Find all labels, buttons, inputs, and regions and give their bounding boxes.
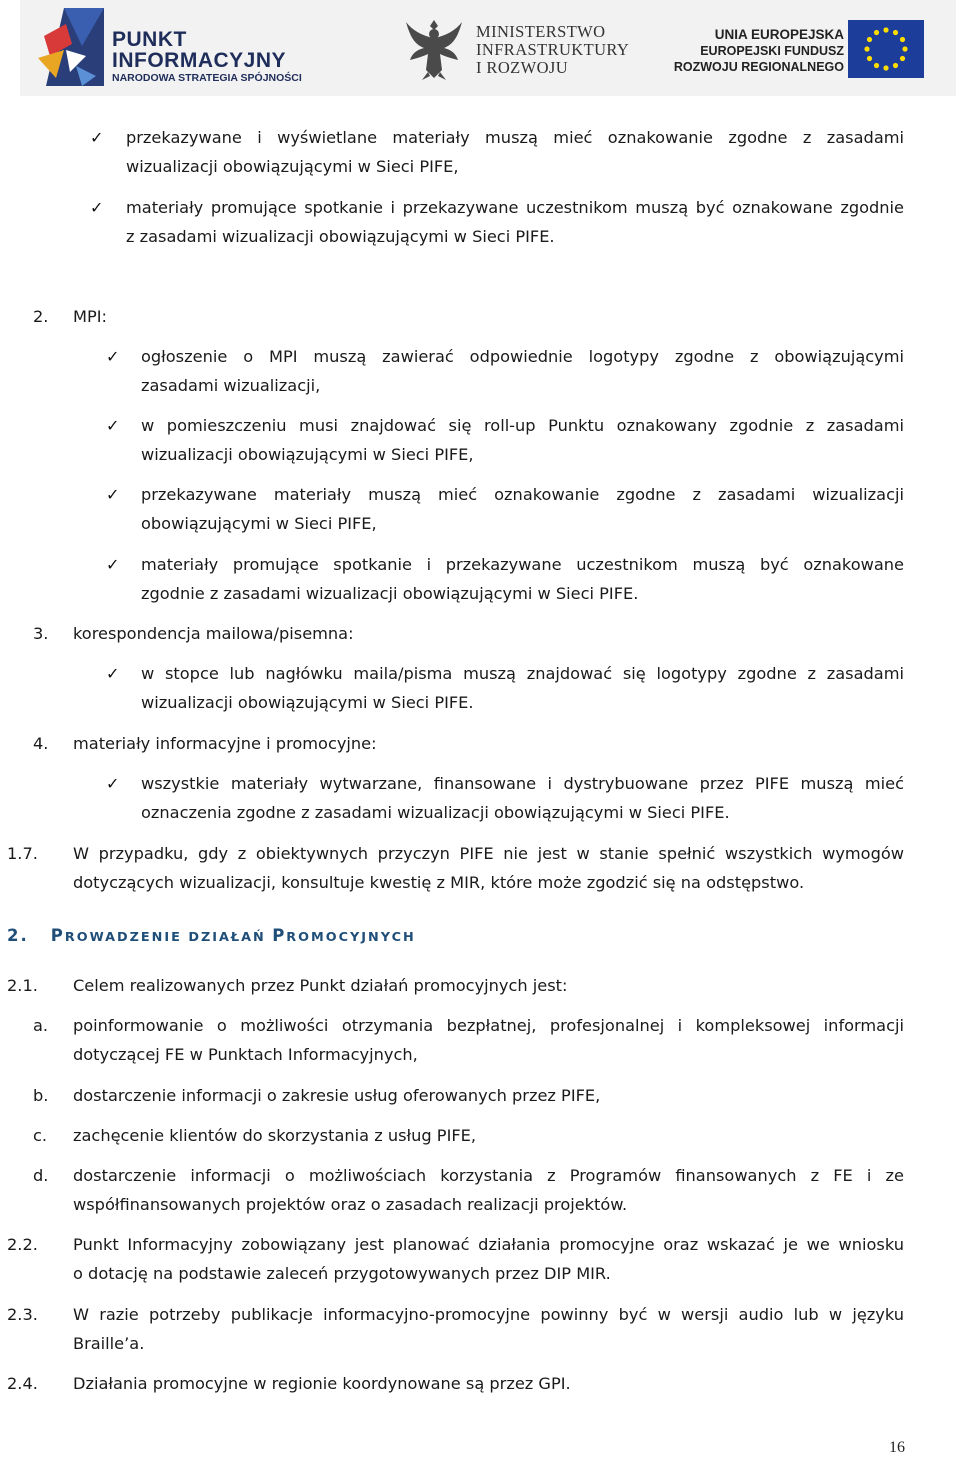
list-letter: b. bbox=[33, 1086, 49, 1105]
list-line: dotyczącej FE w Punktach Informacyjnych, bbox=[73, 1045, 418, 1064]
bullet-line: z zasadami wizualizacji obowiązującymi w Sieci PIFE. bbox=[126, 227, 555, 246]
paragraph-number: 1.7. bbox=[7, 844, 38, 863]
paragraph-line: dotyczących wizualizacji, konsultuje kwestię z MIR, które może zgodzić się na odstępstwo. bbox=[73, 873, 805, 892]
list-line: poinformowanie o możliwości otrzymania bezpłatnej, profesjonalnej i kompleksowej informacji bbox=[73, 1016, 904, 1035]
bullet-line: przekazywane i wyświetlane materiały muszą mieć oznakowanie zgodne z zasadami bbox=[126, 128, 904, 147]
bullet-line: wizualizacji obowiązującymi w Sieci PIFE, bbox=[141, 445, 474, 464]
paragraph-number: 2.3. bbox=[7, 1305, 38, 1324]
check-icon: ✓ bbox=[106, 555, 120, 574]
paragraph-line: W razie potrzeby publikacje informacyjno-promocyjne powinny być w wersji audio lub w języku bbox=[73, 1305, 904, 1324]
list-line: współfinansowanych projektów oraz o zasadach realizacji projektów. bbox=[73, 1195, 628, 1214]
bullet-line: zasadami wizualizacji, bbox=[141, 376, 321, 395]
bullet-line: obowiązującymi w Sieci PIFE, bbox=[141, 514, 377, 533]
paragraph-line: Działania promocyjne w regionie koordynowane są przez GPI. bbox=[73, 1374, 571, 1393]
list-item-title: materiały informacyjne i promocyjne: bbox=[73, 734, 377, 753]
punkt-informacyjny-logo bbox=[36, 0, 326, 96]
list-line: zachęcenie klientów do skorzystania z usług PIFE, bbox=[73, 1126, 477, 1145]
bullet-line: wizualizacji obowiązującymi w Sieci PIFE. bbox=[141, 693, 474, 712]
bullet-line: wizualizacji obowiązującymi w Sieci PIFE, bbox=[126, 157, 459, 176]
section-number: 2. bbox=[7, 926, 29, 945]
bullet-line: zgodnie z zasadami wizualizacji obowiązującymi w Sieci PIFE. bbox=[141, 584, 639, 603]
check-icon: ✓ bbox=[106, 774, 120, 793]
check-icon: ✓ bbox=[90, 128, 104, 147]
list-number: 4. bbox=[33, 734, 49, 753]
paragraph-line: Punkt Informacyjny zobowiązany jest planować działania promocyjne oraz wskazać je we wniosku bbox=[73, 1235, 904, 1254]
paragraph-number: 2.1. bbox=[7, 976, 38, 995]
ministry-line2: INFRASTRUKTURY bbox=[476, 40, 630, 59]
paragraph-line: W przypadku, gdy z obiektywnych przyczyn PIFE nie jest w stanie spełnić wszystkich wymogów bbox=[73, 844, 904, 863]
paragraph-line: Celem realizowanych przez Punkt działań promocyjnych jest: bbox=[73, 976, 568, 995]
check-icon: ✓ bbox=[106, 664, 120, 683]
punkt-informacyjny-mark-icon bbox=[36, 6, 106, 88]
check-icon: ✓ bbox=[106, 347, 120, 366]
check-icon: ✓ bbox=[106, 485, 120, 504]
ministry-line1: MINISTERSTWO bbox=[476, 22, 606, 41]
eu-line2: EUROPEJSKI FUNDUSZ bbox=[700, 44, 844, 58]
list-item-title: MPI: bbox=[73, 307, 107, 326]
check-icon: ✓ bbox=[90, 198, 104, 217]
eu-flag-icon bbox=[848, 20, 924, 78]
list-number: 2. bbox=[33, 307, 49, 326]
pi-logo-line2: INFORMACYJNY bbox=[112, 49, 287, 72]
section-heading: 2. PROWADZENIE DZIAŁAŃ PROMOCYJNYCH bbox=[7, 926, 416, 945]
bullet-line: ogłoszenie o MPI muszą zawierać odpowiednie logotypy zgodne z obowiązującymi bbox=[141, 347, 904, 366]
list-letter: a. bbox=[33, 1016, 49, 1035]
bullet-line: materiały promujące spotkanie i przekazywane uczestnikom muszą być oznakowane zgodnie bbox=[126, 198, 904, 217]
list-letter: c. bbox=[33, 1126, 48, 1145]
eu-line1: UNIA EUROPEJSKA bbox=[714, 27, 844, 42]
pi-logo-line1: PUNKT bbox=[112, 28, 187, 51]
list-line: dostarczenie informacji o możliwościach korzystania z Programów finansowanych z FE i ze bbox=[73, 1166, 904, 1185]
list-number: 3. bbox=[33, 624, 49, 643]
eu-line3: ROZWOJU REGIONALNEGO bbox=[673, 60, 844, 74]
bullet-line: przekazywane materiały muszą mieć oznakowanie zgodne z zasadami wizualizacji bbox=[141, 485, 904, 504]
bullet-line: w pomieszczeniu musi znajdować się roll-up Punktu oznakowany zgodnie z zasadami bbox=[141, 416, 904, 435]
list-line: dostarczenie informacji o zakresie usług oferowanych przez PIFE, bbox=[73, 1086, 601, 1105]
pi-logo-line3: NARODOWA STRATEGIA SPÓJNOŚCI bbox=[112, 72, 302, 84]
paragraph-number: 2.2. bbox=[7, 1235, 38, 1254]
paragraph-line: Braille’a. bbox=[73, 1334, 145, 1353]
ministry-line3: I ROZWOJU bbox=[476, 58, 569, 77]
ministry-logo bbox=[404, 0, 644, 96]
bullet-line: wszystkie materiały wytwarzane, finansowane i dystrybuowane przez PIFE muszą mieć bbox=[141, 774, 904, 793]
paragraph-line: o dotację na podstawie zaleceń przygotowywanych przez DIP MIR. bbox=[73, 1264, 611, 1283]
list-item-title: korespondencja mailowa/pisemna: bbox=[73, 624, 354, 643]
check-icon: ✓ bbox=[106, 416, 120, 435]
page-header bbox=[20, 0, 956, 96]
eagle-emblem-icon bbox=[404, 14, 464, 82]
list-letter: d. bbox=[33, 1166, 49, 1185]
eu-logo bbox=[664, 0, 954, 96]
page-number: 16 bbox=[889, 1439, 905, 1456]
bullet-line: oznaczenia zgodne z zasadami wizualizacji obowiązującymi w Sieci PIFE. bbox=[141, 803, 730, 822]
bullet-line: materiały promujące spotkanie i przekazywane uczestnikom muszą być oznakowane bbox=[141, 555, 904, 574]
bullet-line: w stopce lub nagłówku maila/pisma muszą znajdować się logotypy zgodne z zasadami bbox=[141, 664, 904, 683]
paragraph-number: 2.4. bbox=[7, 1374, 38, 1393]
